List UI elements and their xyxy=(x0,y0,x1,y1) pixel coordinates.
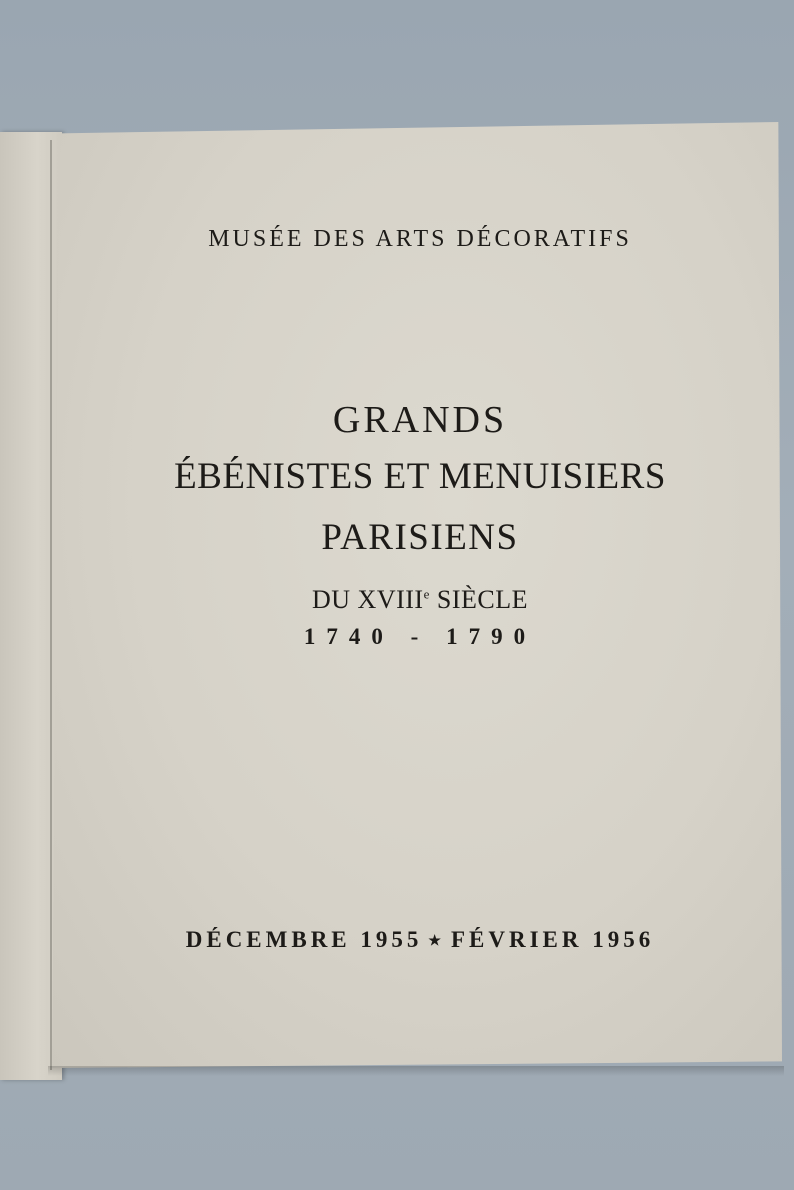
star-separator-icon: ★ xyxy=(428,934,445,950)
left-page-edge xyxy=(0,132,62,1080)
title-line-2: ÉBÉNISTES ET MENUISIERS xyxy=(174,456,666,497)
date-start: DÉCEMBRE 1955 xyxy=(185,927,423,952)
title-line-1: GRANDS xyxy=(332,399,508,441)
year-range: 1740 - 1790 xyxy=(303,624,537,649)
title-line-3: PARISIENS xyxy=(321,517,519,558)
museum-name: MUSÉE DES ARTS DÉCORATIFS xyxy=(208,226,632,252)
century-superscript: e xyxy=(423,586,430,602)
century-prefix: DU XVIII xyxy=(312,585,424,614)
century-suffix: SIÈCLE xyxy=(429,585,528,614)
booklet-spine xyxy=(50,140,52,1070)
century-subtitle xyxy=(60,585,780,615)
date-end: FÉVRIER 1956 xyxy=(450,927,655,952)
page-shadow xyxy=(48,1066,784,1076)
exhibition-dates xyxy=(60,927,780,953)
